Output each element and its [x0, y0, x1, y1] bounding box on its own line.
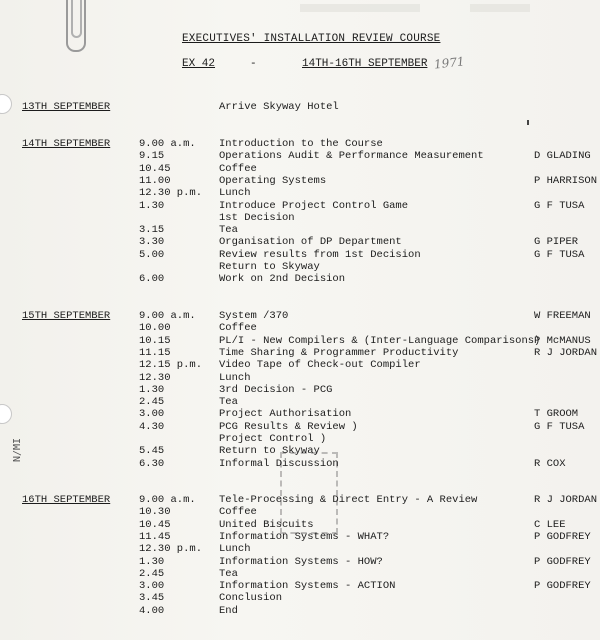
session-title: Introduce Project Control Game — [219, 199, 409, 212]
session-time: 9.15 — [139, 150, 165, 163]
session-speaker: R COX — [534, 457, 566, 470]
schedule-row — [0, 605, 600, 617]
session-title: End — [219, 604, 238, 617]
session-speaker: P GODFREY — [534, 555, 591, 568]
session-speaker: G PIPER — [534, 236, 579, 249]
schedule-row — [0, 335, 600, 347]
schedule-row — [0, 519, 600, 531]
session-speaker: P HARRISON — [534, 174, 598, 187]
schedule-row — [0, 506, 600, 518]
schedule-row — [0, 543, 600, 555]
schedule-row — [0, 384, 600, 396]
session-title: Coffee — [219, 322, 257, 335]
session-time: 9.00 a.m. — [139, 138, 196, 150]
session-speaker: G F TUSA — [534, 199, 585, 212]
session-title: Coffee — [219, 506, 257, 519]
schedule-row — [0, 359, 600, 371]
session-time: 5.45 — [139, 445, 165, 458]
schedule-row — [0, 396, 600, 408]
margin-note: N/MI — [12, 437, 23, 462]
course-code: EX 42 — [182, 58, 216, 70]
session-speaker: G F TUSA — [534, 248, 585, 261]
schedule-row — [0, 138, 600, 150]
session-title: Tea — [219, 567, 238, 580]
schedule-row — [0, 433, 600, 445]
session-speaker: C LEE — [534, 518, 566, 531]
schedule-row — [0, 494, 600, 506]
session-title: Operations Audit & Performance Measurement — [219, 150, 484, 163]
day-label: 15TH SEPTEMBER — [22, 310, 111, 322]
paper-clip-inner-icon — [71, 0, 82, 38]
session-title: Arrive Skyway Hotel — [219, 101, 339, 113]
session-time: 2.45 — [139, 396, 165, 409]
session-title: Information Systems - HOW? — [219, 555, 383, 568]
session-speaker: T GROOM — [534, 408, 579, 421]
session-title: Lunch — [219, 187, 251, 200]
show-through-mark — [300, 4, 420, 12]
session-time: 3.30 — [139, 236, 165, 249]
document-title: EXECUTIVES' INSTALLATION REVIEW COURSE — [182, 33, 441, 45]
schedule-row — [0, 187, 600, 199]
session-speaker: P GODFREY — [534, 580, 591, 593]
session-time: 6.30 — [139, 457, 165, 470]
session-time: 1.30 — [139, 555, 165, 568]
schedule-row — [0, 150, 600, 162]
session-time: 10.45 — [139, 518, 171, 531]
header-separator: - — [250, 58, 257, 70]
session-title: Project Authorisation — [219, 408, 352, 421]
session-speaker: R J JORDAN — [534, 346, 598, 359]
session-speaker: D GLADING — [534, 150, 591, 163]
session-title: United Biscuits — [219, 518, 314, 531]
session-time: 12.30 p.m. — [139, 187, 203, 200]
session-title: Work on 2nd Decision — [219, 273, 346, 286]
session-time: 11.00 — [139, 174, 171, 187]
session-title: Review results from 1st Decision — [219, 248, 421, 261]
schedule-row — [0, 556, 600, 568]
session-title: Conclusion — [219, 592, 283, 605]
session-time: 4.30 — [139, 420, 165, 433]
schedule-row — [0, 592, 600, 604]
session-title: Tea — [219, 396, 238, 409]
session-title: 3rd Decision - PCG — [219, 383, 333, 396]
schedule-row — [0, 372, 600, 384]
schedule-row — [0, 249, 600, 261]
session-time: 10.15 — [139, 334, 171, 347]
session-speaker: W FREEMAN — [534, 310, 591, 322]
session-time: 3.45 — [139, 592, 165, 605]
schedule-row — [0, 421, 600, 433]
session-title: Return to Skyway — [219, 445, 320, 458]
handwritten-year: 1971 — [433, 54, 466, 72]
schedule-row — [0, 261, 600, 273]
session-time: 5.00 — [139, 248, 165, 261]
session-speaker: G F TUSA — [534, 420, 585, 433]
ink-mark — [527, 120, 529, 125]
schedule-row — [0, 445, 600, 457]
session-time: 11.15 — [139, 346, 171, 359]
session-title: Information Systems - ACTION — [219, 580, 396, 593]
schedule-row — [0, 322, 600, 334]
session-title: Return to Skyway — [219, 261, 320, 273]
session-title: PCG Results & Review ) — [219, 420, 358, 433]
schedule-row — [0, 580, 600, 592]
schedule-row — [0, 310, 600, 322]
session-time: 3.00 — [139, 580, 165, 593]
show-through-mark — [470, 4, 530, 12]
session-title: Operating Systems — [219, 174, 327, 187]
session-speaker: P GODFREY — [534, 530, 591, 543]
day-label: 14TH SEPTEMBER — [22, 138, 111, 150]
session-title: Informal Discussion — [219, 457, 339, 470]
session-title: Time Sharing & Programmer Productivity — [219, 346, 459, 359]
session-title: Coffee — [219, 162, 257, 175]
session-title: Lunch — [219, 371, 251, 384]
session-time: 1.30 — [139, 199, 165, 212]
session-title: Lunch — [219, 543, 251, 556]
schedule-row — [0, 212, 600, 224]
session-title: System /370 — [219, 310, 289, 322]
session-title: Tele-Processing & Direct Entry - A Review — [219, 494, 478, 506]
session-time: 9.00 a.m. — [139, 494, 196, 506]
schedule-row — [0, 224, 600, 236]
session-title: PL/I - New Compilers & (Inter-Language Comparisons) — [219, 334, 541, 347]
session-title: Information Systems - WHAT? — [219, 530, 390, 543]
course-dates: 14TH-16TH SEPTEMBER — [302, 58, 428, 70]
session-time: 11.45 — [139, 530, 171, 543]
session-time: 12.15 p.m. — [139, 359, 203, 372]
session-time: 2.45 — [139, 567, 165, 580]
session-title: Video Tape of Check-out Compiler — [219, 359, 421, 372]
schedule-row — [0, 408, 600, 420]
session-time: 12.30 p.m. — [139, 543, 203, 556]
schedule-row — [0, 236, 600, 248]
session-time: 6.00 — [139, 273, 165, 286]
session-time: 1.30 — [139, 383, 165, 396]
schedule-row — [0, 458, 600, 470]
session-title: Introduction to the Course — [219, 138, 383, 150]
schedule-row — [0, 531, 600, 543]
session-time: 10.00 — [139, 322, 171, 335]
session-time: 12.30 — [139, 371, 171, 384]
session-time: 3.00 — [139, 408, 165, 421]
session-title: Project Control ) — [219, 433, 327, 445]
session-time: 10.30 — [139, 506, 171, 519]
session-speaker: P McMANUS — [534, 334, 591, 347]
schedule-row — [0, 163, 600, 175]
schedule-row — [0, 273, 600, 285]
session-speaker: R J JORDAN — [534, 494, 598, 506]
day-label: 16TH SEPTEMBER — [22, 494, 111, 506]
schedule-row — [0, 347, 600, 359]
session-title: Organisation of DP Department — [219, 236, 402, 249]
session-time: 10.45 — [139, 162, 171, 175]
session-time: 3.15 — [139, 224, 165, 237]
session-time: 4.00 — [139, 604, 165, 617]
day-label: 13TH SEPTEMBER — [22, 101, 111, 113]
schedule-row — [0, 175, 600, 187]
schedule-row — [0, 101, 600, 113]
session-title: 1st Decision — [219, 211, 295, 224]
schedule-row — [0, 200, 600, 212]
session-time: 9.00 a.m. — [139, 310, 196, 322]
session-title: Tea — [219, 224, 238, 237]
schedule-row — [0, 568, 600, 580]
